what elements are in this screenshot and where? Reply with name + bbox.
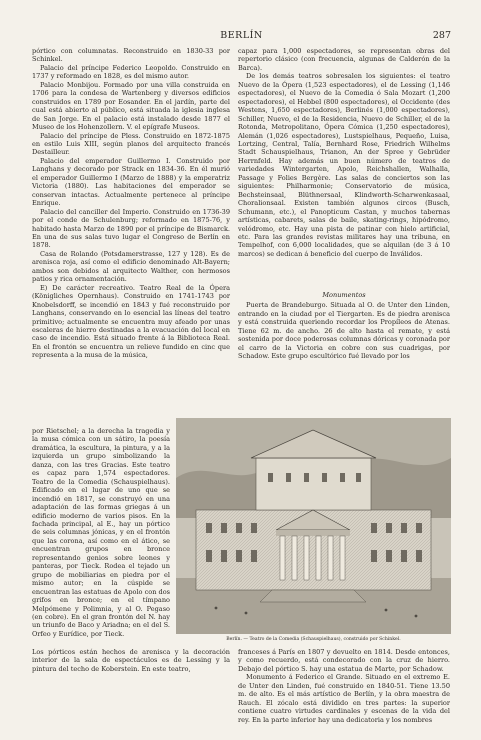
- bottom-right-text: [238, 648, 450, 724]
- paragraph: Los pórticos están hechos de arenisca y la decoración interior de la sala de espectáculos es de Lessing y la pintura del techo de Koberstein. En este teatro,: [32, 648, 230, 673]
- section-heading: Monumentos: [322, 291, 366, 299]
- narrow-column: [32, 427, 170, 645]
- theatre-illustration: [176, 418, 451, 634]
- running-title: BERLÍN: [220, 30, 263, 41]
- paragraph: Palacio del príncipe de Pless. Construido en 1872-1875 en estilo Luis XIII, según planos del arquitecto francés Destailleur.: [32, 131, 230, 157]
- paragraph: Palacio del emperador Guillermo I. Construido por Langhans y decorado por Strack en 1834-36. En él murió el emperador Guillermo I (Marzo de 1888) y la emperatriz Victoria (1880). Las habitaciones del emperador se conservan intactas. Actualmente pertenece al príncipe Enrique.: [32, 156, 230, 208]
- paragraph: E) De carácter recreativo. Teatro Real de la Ópera (Königliches Opernhaus). Construido en 1741-1743 por Knobelsdorff, se incendió en 1843 y fué reconstruido por Langhans, conservando en lo esencial las líneas del teatro primitivo; actualmente se encuentra muy afeado por unas escaleras de hierro destinadas a la evacuación del local en caso de incendio. Está situado frente á la Biblioteca Real. En el frontón se encuentra un relieve fundido en cinc que representa a la musa de la música,: [32, 283, 230, 360]
- paragraph: Casa de Rolando (Potsdamerstrasse, 127 y 128). Es de arenisca roja, así como el edificio denominado Alt-Bayern; ambos son debidos al arquitecto Walther, con hermosos patios y rica ornamentación.: [32, 249, 230, 284]
- paragraph: Palacio Monbijou. Formado por una villa construida en 1706 para la condesa de Wartenberg y diversos edificios construidos en 1789 por Eosander. En el jardín, parte del cual está abierto al público, está situada la iglesia inglesa de San Jorge. En el palacio está instalado desde 1877 el Museo de los Hohenzollern. V. el epígrafe Museos.: [32, 80, 230, 132]
- paragraph: franceses á París en 1807 y devuelto en 1814. Desde entonces, y como recuerdo, está condecorado con la cruz de hierro. Debajo del pórtico S. hay una estatua de Marte, por Schadow.: [238, 648, 450, 673]
- engraving: [176, 418, 451, 634]
- monuments-section: [238, 291, 450, 426]
- paragraph: Palacio del canciller del Imperio. Construido en 1736-39 por el conde de Schulenburg; reformado en 1875-76, y habitado hasta Marzo de 1890 por el príncipe de Bismarck. En una de sus salas tuvo lugar el Congreso de Berlín en 1878.: [32, 207, 230, 250]
- paragraph: Monumento á Federico el Grande. Situado en el extremo E. de Unter den Linden, fué construido en 1840-51. Tiene 13.50 m. de alto. Es el más artístico de Berlín, y la obra maestra de Rauch. El zócalo está dividido en tres partes: la superior contiene cuatro virtudes cardinales y escenas de la vida del rey. En la parte inferior hay una dedicatoria y los nombres: [238, 673, 450, 724]
- paragraph: pórtico con columnatas. Reconstruido en 1830-33 por Schinkel.: [32, 47, 230, 64]
- paragraph: por Rietschel; a la derecha la tragedia y la musa cómica con un sátiro, la poesía dramática, la escultura, la pintura, y a la izquierda un grupo simbolizando la danza, con las tres Gracias. Este teatro es capaz para 1,574 espectadores. Teatro de la Comedia (Schauspielhaus). Edificado en el lugar de uno que se incendió en 1817, se construyó en una adaptación de las formas griegas á un edificio moderno de varios pisos. En la fachada principal, al E., hay un pórtico de seis columnas jónicas, y en el frontón que las corona, así como en el ático, se encuentran grupos en bronce representando genios sobre leones y panteras, por Tieck. Rodea el tejado un grupo de mobiliarias en piedra por el mismo autor; en la cúspide se encuentran las estatuas de Apolo con dos grifos en bronce; en el tímpano Melpómene y Polimnia, y al O. Pegaso (en cobre). En el gran frontón del N. hay un triunfo de Baco y Ariadna; en el del S. Orfeo y Eurídice, por Tieck.: [32, 427, 170, 638]
- paragraph: Puerta de Brandeburgo. Situada al O. de Unter den Linden, entrando en la ciudad por el Tiergarten. Es de piedra arenisca y está construida queriendo recordar los Propíleos de Atenas. Tiene 62 m. de ancho. 26 de alto hasta el remate, y está sostenida por doce poderosas columnas dóricas y coronada por el carro de la Victoria en cobre con sus cuadrigas, por Schadow. Este grupo escultórico fué llevado por los: [238, 301, 450, 361]
- left-column: [32, 47, 230, 427]
- figure-caption: Berlín. — Teatro de la Comedia (Schauspielhaus), construido por Schinkel.: [226, 637, 401, 642]
- paragraph: capaz para 1,000 espectadores, se representan obras del repertorio clásico (con frecuencia, algunas de Calderón de la Barca).: [238, 47, 450, 72]
- right-column: [238, 47, 450, 291]
- paragraph: De los demás teatros sobresalen los siguientes: el teatro Nuevo de la Ópera (1,523 espectadores), el de Lessing (1,146 espectadores), el Nuevo de la Comedia ó Sala Mozart (1,200 espectadores), el Hebbel (800 espectadores), el Occidente (des Westens, 1,650 espectadores), Berlinés (1,000 espectadores), Schiller, Nuevo, el de la Residencia, Nuevo de Schiller, el de la Rotonda, Metropolitano, Ópera Cómica (1,250 espectadores), Alemán (1,026 espectadores), Lustspielhaus, Pequeño, Luisa, Lortzing, Central, Talía, Bernhard Rose, Friedrich Wilhelms Stadt Schauspielhaus, Trianon, An der Spree y Gebrüder Herrnfeld. Hay además un buen número de teatros de variedades Wintergarten, Apolo, Reichshallen, Walhalla, Passage y Folies Bergère. Las salas de conciertos son las siguientes: Philharmonie; Conservatorio de música, Bechsteinsaal, Blüthnersaal, Klindworth-Scharwenkasaal, Choralionsaal. Existen también algunos circos (Busch, Schumann, etc.), el Panopticum Castan, y muchos tabernas artísticas, cabarets, salas de baile, skating-rings, hipódromo, velódromo, etc. Hay una pista de patinar con hielo artificial, etc. Para las grandes revistas militares hay una tribuna, en Tempelhof, con 6,000 localidades, que se alquilan (de 3 á 10 marcos) se dedican á beneficio del cuerpo de Inválidos.: [238, 72, 450, 258]
- bottom-left-text: [32, 648, 230, 718]
- paragraph: Palacio del príncipe Federico Leopoldo. Construido en 1737 y reformado en 1828, es del mismo autor.: [32, 63, 230, 81]
- page-header: [32, 30, 451, 44]
- page-number: 287: [432, 30, 451, 41]
